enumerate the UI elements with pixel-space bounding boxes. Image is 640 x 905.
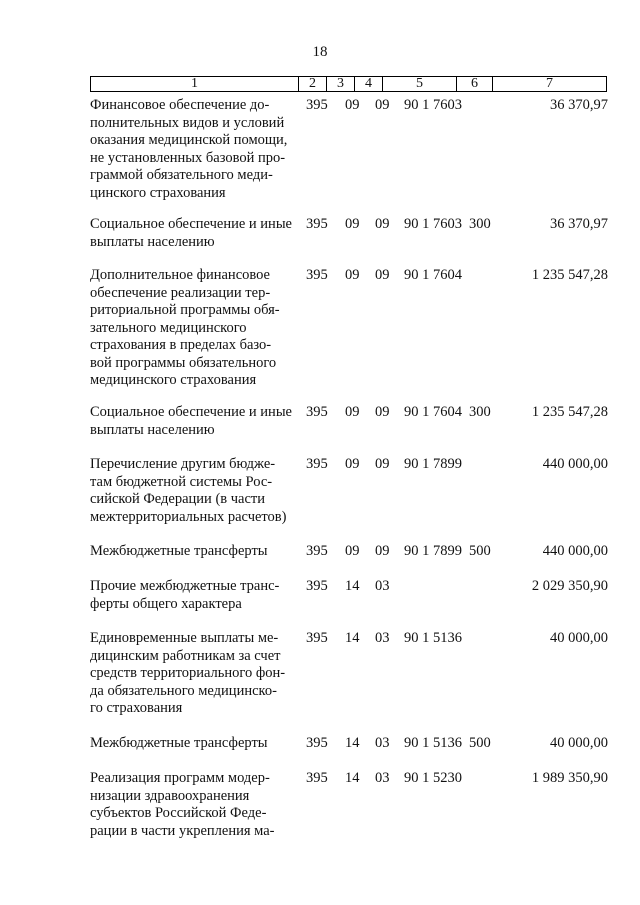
header-col-3: 3 — [327, 77, 355, 91]
row-amount: 36 370,97 — [550, 216, 608, 232]
row-name: Финансовое обеспечение до- полнительных видов и условий оказания медицинской помощи, не установленных базовой про- граммой обязательного меди- цинского страхования — [90, 97, 288, 201]
row-col-3: 09 — [345, 456, 360, 472]
header-col-6: 6 — [457, 77, 493, 91]
row-amount: 40 000,00 — [550, 735, 608, 751]
row-col-5: 90 1 7604 — [404, 404, 462, 420]
row-amount: 1 235 547,28 — [531, 404, 608, 420]
row-col-5: 90 1 5136 — [404, 735, 462, 751]
row-col-2: 395 — [306, 456, 328, 472]
row-col-2: 395 — [306, 404, 328, 420]
row-name: Социальное обеспечение и иные выплаты населению — [90, 216, 292, 250]
row-col-2: 395 — [306, 630, 328, 646]
header-col-1: 1 — [91, 77, 299, 91]
row-col-3: 09 — [345, 404, 360, 420]
row-amount: 1 235 547,28 — [531, 267, 608, 283]
row-col-3: 14 — [345, 735, 360, 751]
row-col-2: 395 — [306, 770, 328, 786]
row-amount: 1 989 350,90 — [531, 770, 608, 786]
row-col-2: 395 — [306, 735, 328, 751]
row-col-2: 395 — [306, 578, 328, 594]
row-col-5: 90 1 5230 — [404, 770, 462, 786]
header-col-7: 7 — [546, 76, 553, 91]
row-col-5: 90 1 7899 — [404, 456, 462, 472]
row-col-5: 90 1 5136 — [404, 630, 462, 646]
row-amount: 440 000,00 — [542, 543, 608, 559]
row-col-3: 09 — [345, 216, 360, 232]
row-name: Реализация программ модер- низации здравоохранения субъектов Российской Феде- рации в части укрепления ма- — [90, 770, 275, 839]
row-col-4: 09 — [375, 97, 390, 113]
row-col-6: 300 — [469, 404, 491, 420]
row-col-5: 90 1 7603 — [404, 216, 462, 232]
row-name: Единовременные выплаты ме- дицинским работникам за счет средств территориального фон- да обязательного медицинско- го страхования — [90, 630, 286, 716]
row-name: Перечисление другим бюдже- там бюджетной системы Рос- сийской Федерации (в части межтерриториальных расчетов) — [90, 456, 287, 525]
row-name: Межбюджетные трансферты — [90, 543, 268, 559]
row-amount: 2 029 350,90 — [531, 578, 608, 594]
row-col-3: 14 — [345, 770, 360, 786]
header-col-2: 2 — [299, 77, 327, 91]
row-col-3: 09 — [345, 97, 360, 113]
row-col-4: 03 — [375, 578, 390, 594]
row-col-4: 09 — [375, 404, 390, 420]
row-col-5: 90 1 7899 — [404, 543, 462, 559]
row-amount: 40 000,00 — [550, 630, 608, 646]
row-col-2: 395 — [306, 216, 328, 232]
row-col-4: 03 — [375, 770, 390, 786]
row-name: Межбюджетные трансферты — [90, 735, 268, 751]
page-number: 18 — [312, 44, 328, 60]
row-col-6: 300 — [469, 216, 491, 232]
row-name: Прочие межбюджетные транс- ферты общего характера — [90, 578, 280, 612]
row-col-2: 395 — [306, 267, 328, 283]
header-col-5: 5 — [383, 77, 457, 91]
row-col-4: 09 — [375, 267, 390, 283]
row-col-5: 90 1 7604 — [404, 267, 462, 283]
row-col-4: 03 — [375, 735, 390, 751]
row-col-4: 09 — [375, 543, 390, 559]
row-name: Дополнительное финансовое обеспечение реализации тер- риториальной программы обя- зательного медицинского страхования в пределах базо- вой программы обязательного медицинского страхования — [90, 267, 280, 388]
row-col-3: 14 — [345, 630, 360, 646]
row-col-5: 90 1 7603 — [404, 97, 462, 113]
row-col-6: 500 — [469, 735, 491, 751]
table-header — [90, 76, 607, 92]
row-col-3: 09 — [345, 267, 360, 283]
row-col-6: 500 — [469, 543, 491, 559]
row-col-2: 395 — [306, 97, 328, 113]
row-col-3: 14 — [345, 578, 360, 594]
header-col-4: 4 — [355, 77, 383, 91]
row-col-3: 09 — [345, 543, 360, 559]
row-col-4: 09 — [375, 456, 390, 472]
row-amount: 36 370,97 — [550, 97, 608, 113]
row-col-4: 03 — [375, 630, 390, 646]
row-col-2: 395 — [306, 543, 328, 559]
row-name: Социальное обеспечение и иные выплаты населению — [90, 404, 292, 438]
row-col-4: 09 — [375, 216, 390, 232]
row-amount: 440 000,00 — [542, 456, 608, 472]
